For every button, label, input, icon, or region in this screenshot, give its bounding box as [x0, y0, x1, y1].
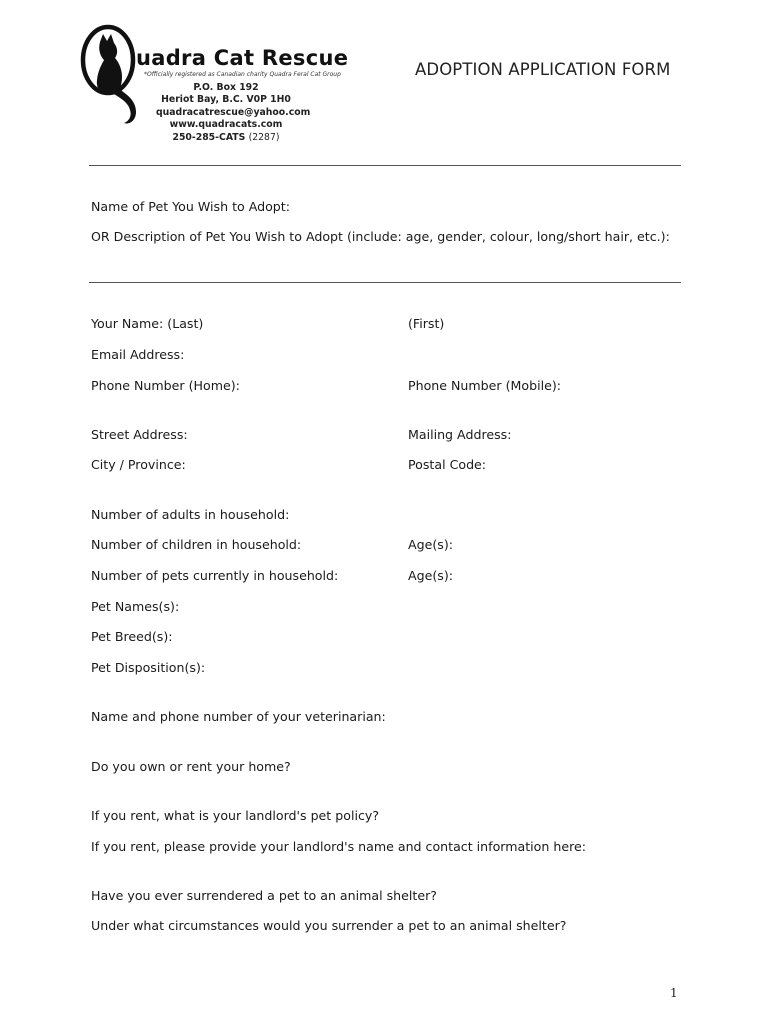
postal-code-label: Postal Code:: [408, 457, 487, 472]
email-label: Email Address:: [91, 347, 185, 362]
page-number: 1: [670, 986, 678, 1000]
mobile-phone-label: Phone Number (Mobile):: [408, 378, 561, 393]
address-line-city: Heriot Bay, B.C. V0P 1H0: [161, 94, 291, 106]
surrender-circumstances-label: Under what circumstances would you surrender a pet to an animal shelter?: [91, 918, 567, 933]
cat-q-logo-icon: [78, 22, 148, 132]
last-name-label: Your Name: (Last): [91, 316, 204, 331]
surrendered-pet-label: Have you ever surrendered a pet to an animal shelter?: [91, 888, 437, 903]
landlord-policy-label: If you rent, what is your landlord's pet policy?: [91, 808, 380, 823]
pet-disposition-label: Pet Disposition(s):: [91, 660, 206, 675]
address-line-phone: [156, 132, 296, 144]
pets-count-label: Number of pets currently in household:: [91, 568, 339, 583]
first-name-label: (First): [408, 316, 445, 331]
pet-name-label: Name of Pet You Wish to Adopt:: [91, 199, 290, 214]
pet-names-label: Pet Names(s):: [91, 599, 180, 614]
form-title: ADOPTION APPLICATION FORM: [415, 60, 671, 79]
own-or-rent-label: Do you own or rent your home?: [91, 759, 291, 774]
pet-section-divider: [89, 282, 681, 283]
pet-description-label: OR Description of Pet You Wish to Adopt (include: age, gender, colour, long/short hair, etc.):: [91, 229, 670, 244]
org-tagline: *Officially registered as Canadian charity Quadra Feral Cat Group: [144, 71, 341, 78]
address-line-po-box: P.O. Box 192: [193, 82, 259, 93]
mailing-address-label: Mailing Address:: [408, 427, 512, 442]
org-address: [156, 82, 311, 144]
children-label: Number of children in household:: [91, 537, 302, 552]
header-divider: [89, 165, 681, 166]
phone-number: 250-285-CATS: [172, 131, 246, 143]
org-name: uadra Cat Rescue: [136, 46, 349, 70]
pets-ages-label: Age(s):: [408, 568, 453, 583]
pet-breed-label: Pet Breed(s):: [91, 629, 173, 644]
city-province-label: City / Province:: [91, 457, 186, 472]
home-phone-label: Phone Number (Home):: [91, 378, 240, 393]
address-line-website: www.quadracats.com: [169, 119, 283, 131]
street-address-label: Street Address:: [91, 427, 188, 442]
address-line-email: quadracatrescue@yahoo.com: [156, 106, 311, 118]
phone-number-digits: (2287): [248, 131, 280, 143]
children-ages-label: Age(s):: [408, 537, 453, 552]
veterinarian-label: Name and phone number of your veterinarian:: [91, 709, 386, 724]
landlord-contact-label: If you rent, please provide your landlord's name and contact information here:: [91, 839, 586, 854]
adults-label: Number of adults in household:: [91, 507, 290, 522]
